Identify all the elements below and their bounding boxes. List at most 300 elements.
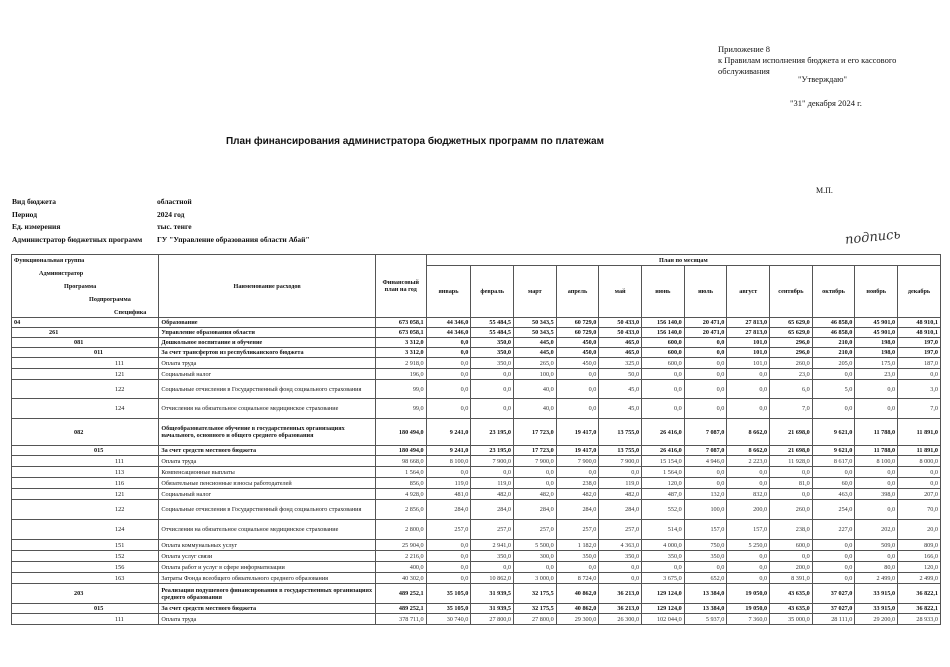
month-value: 600,0 [642,358,685,369]
month-value: 36 213,0 [599,604,642,614]
month-value: 45,0 [599,399,642,419]
month-value: 0,0 [812,467,855,478]
annual-plan-value: 4 928,0 [375,489,426,500]
month-value: 450,0 [556,338,599,348]
month-header: февраль [471,266,514,318]
meta-value: областной [157,197,192,206]
month-value: 50 343,5 [514,318,557,328]
annual-plan-value: 180 494,0 [375,419,426,446]
month-value: 0,0 [556,467,599,478]
classification-code: 111 [12,456,159,467]
month-value: 260,0 [770,358,813,369]
month-value: 19 417,0 [556,419,599,446]
month-value: 0,0 [426,573,471,584]
month-value: 156 140,0 [642,328,685,338]
month-value: 0,0 [426,348,471,358]
month-value: 8 662,0 [727,419,770,446]
month-value: 50,0 [599,369,642,380]
month-value: 44 346,0 [426,318,471,328]
month-value: 19 417,0 [556,446,599,456]
expense-name: Отчисления на обязательное социальное медицинское страхование [159,399,375,419]
month-value: 100,0 [684,500,727,520]
month-value: 101,0 [727,338,770,348]
month-value: 0,0 [812,573,855,584]
month-value: 13 755,0 [599,446,642,456]
month-value: 7 360,0 [727,614,770,625]
month-value: 0,0 [426,540,471,551]
classification-code: 203 [12,584,159,604]
month-value: 0,0 [727,562,770,573]
annual-plan-value: 378 711,0 [375,614,426,625]
table-row [12,500,941,520]
table-row [12,614,941,625]
month-value: 43 635,0 [770,584,813,604]
month-value: 36 822,1 [898,584,941,604]
classification-code: 111 [12,614,159,625]
month-value: 29 300,0 [556,614,599,625]
month-value: 198,0 [855,338,898,348]
expense-name: Социальные отчисления в Государственный фонд социального страхования [159,500,375,520]
month-value: 0,0 [812,551,855,562]
annual-plan-header: Финансовый план на год [375,255,426,318]
month-value: 0,0 [599,573,642,584]
month-value: 11 788,0 [855,446,898,456]
month-value: 23 195,0 [471,446,514,456]
month-value: 11 891,0 [898,419,941,446]
month-value: 8 000,0 [898,456,941,467]
month-value: 60,0 [812,478,855,489]
month-value: 0,0 [898,478,941,489]
month-value: 0,0 [898,467,941,478]
month-value: 0,0 [471,369,514,380]
appendix-line-1: Приложение 8 [718,44,770,54]
classification-code: 04 [12,318,159,328]
month-value: 398,0 [855,489,898,500]
classification-code: 152 [12,551,159,562]
meta-value: ГУ "Управление образования области Абай" [157,234,310,244]
annual-plan-value: 98 668,0 [375,456,426,467]
month-value: 284,0 [514,500,557,520]
classification-code: 116 [12,478,159,489]
month-value: 482,0 [599,489,642,500]
month-value: 0,0 [812,540,855,551]
month-value: 4 363,0 [599,540,642,551]
annual-plan-value: 489 252,1 [375,604,426,614]
table-row [12,358,941,369]
meta-label: Администратор бюджетных программ [12,234,143,244]
month-value: 450,0 [556,358,599,369]
month-value: 0,0 [556,369,599,380]
month-value: 1 182,0 [556,540,599,551]
month-value: 35 105,0 [426,604,471,614]
expense-name: За счет средств местного бюджета [159,446,375,456]
classification-code: 121 [12,489,159,500]
month-value: 5 500,0 [514,540,557,551]
month-value: 101,0 [727,348,770,358]
expense-name: Социальные отчисления в Государственный фонд социального страхования [159,380,375,399]
month-value: 3 675,0 [642,573,685,584]
month-value: 1 564,0 [642,467,685,478]
month-value: 19 050,0 [727,584,770,604]
month-value: 13 755,0 [599,419,642,446]
appendix-block [718,44,918,108]
month-value: 0,0 [471,399,514,419]
table-row [12,467,941,478]
page-title: План финансирования администратора бюджетных программ по платежам [225,136,605,147]
month-value: 45,0 [599,380,642,399]
month-value: 2 223,0 [727,456,770,467]
month-value: 257,0 [471,520,514,540]
month-value: 257,0 [426,520,471,540]
month-value: 60 729,0 [556,318,599,328]
month-value: 296,0 [770,348,813,358]
month-value: 17 723,0 [514,419,557,446]
month-value: 0,0 [642,380,685,399]
annual-plan-value: 400,0 [375,562,426,573]
month-value: 296,0 [770,338,813,348]
expense-name: Оплата коммунальных услуг [159,540,375,551]
month-value: 260,0 [770,500,813,520]
month-header: март [514,266,557,318]
month-value: 46 858,0 [812,328,855,338]
classification-code: 081 [12,338,159,348]
month-value: 50 343,5 [514,328,557,338]
month-value: 44 346,0 [426,328,471,338]
annual-plan-value: 25 904,0 [375,540,426,551]
month-value: 600,0 [642,338,685,348]
month-value: 21 698,0 [770,419,813,446]
month-value: 0,0 [684,380,727,399]
expense-name: За счет средств местного бюджета [159,604,375,614]
month-value: 210,0 [812,348,855,358]
month-value: 350,0 [471,358,514,369]
name-header: Наименование расходов [159,255,375,318]
month-value: 254,0 [812,500,855,520]
hierarchy-label: Функциональная группа [14,257,85,264]
month-value: 5,0 [812,380,855,399]
month-value: 0,0 [812,369,855,380]
month-value: 0,0 [684,467,727,478]
expense-name: Оплата труда [159,456,375,467]
meta-label: Вид бюджета [12,197,57,206]
month-value: 100,0 [514,369,557,380]
classification-code: 261 [12,328,159,338]
month-value: 0,0 [684,478,727,489]
month-value: 197,0 [898,338,941,348]
month-value: 350,0 [642,551,685,562]
month-value: 20,0 [898,520,941,540]
month-value: 2 499,0 [898,573,941,584]
month-value: 0,0 [556,399,599,419]
month-header: июнь [642,266,685,318]
month-value: 119,0 [599,478,642,489]
month-value: 65 629,0 [770,318,813,328]
month-value: 0,0 [727,369,770,380]
month-value: 465,0 [599,348,642,358]
approved-label: "Утверждаю" [798,74,847,84]
month-value: 200,0 [770,562,813,573]
month-value: 166,0 [898,551,941,562]
table-row [12,562,941,573]
month-value: 0,0 [770,467,813,478]
month-value: 552,0 [642,500,685,520]
month-value: 325,0 [599,358,642,369]
classification-code: 121 [12,369,159,380]
month-value: 0,0 [556,562,599,573]
annual-plan-value: 40 302,0 [375,573,426,584]
month-header: июль [684,266,727,318]
month-value: 11 928,0 [770,456,813,467]
month-value: 0,0 [426,551,471,562]
month-value: 7 900,0 [471,456,514,467]
month-value: 48 910,1 [898,328,941,338]
month-value: 0,0 [727,467,770,478]
month-value: 350,0 [471,551,514,562]
month-value: 120,0 [642,478,685,489]
month-value: 284,0 [599,500,642,520]
month-value: 481,0 [426,489,471,500]
month-header: октябрь [812,266,855,318]
classification-code: 163 [12,573,159,584]
month-value: 2 941,0 [471,540,514,551]
month-value: 13 384,0 [684,584,727,604]
month-value: 50 433,0 [599,328,642,338]
month-value: 119,0 [426,478,471,489]
month-value: 207,0 [898,489,941,500]
month-value: 832,0 [727,489,770,500]
annual-plan-value: 2 918,0 [375,358,426,369]
month-value: 197,0 [898,348,941,358]
month-value: 350,0 [471,338,514,348]
month-value: 8 100,0 [855,456,898,467]
expense-name: Дошкольное воспитание и обучение [159,338,375,348]
month-value: 0,0 [426,380,471,399]
month-value: 30 740,0 [426,614,471,625]
month-value: 40 862,0 [556,584,599,604]
month-value: 350,0 [599,551,642,562]
month-value: 157,0 [727,520,770,540]
month-value: 102 044,0 [642,614,685,625]
table-row [12,604,941,614]
month-value: 509,0 [855,540,898,551]
month-value: 0,0 [727,399,770,419]
month-value: 23 195,0 [471,419,514,446]
month-value: 23,0 [770,369,813,380]
table-row [12,446,941,456]
month-value: 45 901,0 [855,318,898,328]
month-value: 2 499,0 [855,573,898,584]
classification-code: 111 [12,358,159,369]
month-value: 9 621,0 [812,419,855,446]
month-value: 80,0 [855,562,898,573]
month-value: 27 813,0 [727,318,770,328]
month-value: 35 105,0 [426,584,471,604]
month-value: 65 629,0 [770,328,813,338]
table-row [12,540,941,551]
month-value: 55 484,5 [471,318,514,328]
month-value: 200,0 [727,500,770,520]
expense-name: Образование [159,318,375,328]
month-value: 227,0 [812,520,855,540]
table-row [12,369,941,380]
table-row [12,489,941,500]
expense-name: Обязательные пенсионные взносы работодателей [159,478,375,489]
month-value: 26 300,0 [599,614,642,625]
annual-plan-value: 489 252,1 [375,584,426,604]
month-value: 27 813,0 [727,328,770,338]
month-header: август [727,266,770,318]
month-value: 257,0 [599,520,642,540]
month-value: 31 939,5 [471,604,514,614]
classification-code: 122 [12,380,159,399]
month-value: 7 087,0 [684,419,727,446]
month-value: 0,0 [898,369,941,380]
month-value: 750,0 [684,540,727,551]
month-value: 0,0 [684,338,727,348]
month-value: 0,0 [684,348,727,358]
table-row [12,419,941,446]
month-value: 445,0 [514,348,557,358]
month-value: 31 939,5 [471,584,514,604]
appendix-line-2: к Правилам исполнения бюджета и его кассового обслуживания [718,55,897,76]
month-value: 40,0 [514,399,557,419]
month-value: 482,0 [514,489,557,500]
table-row [12,520,941,540]
month-value: 0,0 [727,380,770,399]
annual-plan-value: 673 058,1 [375,328,426,338]
month-value: 129 124,0 [642,604,685,614]
month-value: 9 621,0 [812,446,855,456]
annual-plan-value: 2 800,0 [375,520,426,540]
hierarchy-label: Специфика [114,309,147,316]
month-value: 463,0 [812,489,855,500]
month-header: апрель [556,266,599,318]
month-value: 120,0 [898,562,941,573]
month-value: 19 050,0 [727,604,770,614]
table-row [12,328,941,338]
annual-plan-value: 3 312,0 [375,348,426,358]
month-value: 36 822,1 [898,604,941,614]
expense-name: Общеобразовательное обучение в государственных организациях начального, основного и общего среднего образования [159,419,375,446]
annual-plan-value: 673 058,1 [375,318,426,328]
month-value: 40 862,0 [556,604,599,614]
month-value: 35 000,0 [770,614,813,625]
table-row [12,456,941,467]
month-value: 81,0 [770,478,813,489]
month-value: 0,0 [684,369,727,380]
month-value: 32 175,5 [514,584,557,604]
month-value: 20 471,0 [684,328,727,338]
month-value: 20 471,0 [684,318,727,328]
month-value: 210,0 [812,338,855,348]
month-value: 0,0 [514,562,557,573]
month-value: 284,0 [426,500,471,520]
month-value: 11 788,0 [855,419,898,446]
month-header: январь [426,266,471,318]
month-value: 0,0 [770,489,813,500]
month-value: 43 635,0 [770,604,813,614]
month-value: 7 900,0 [514,456,557,467]
expense-name: Компенсационные выплаты [159,467,375,478]
month-value: 482,0 [556,489,599,500]
meta-value: тыс. тенге [157,222,192,231]
month-value: 0,0 [471,562,514,573]
table-row [12,584,941,604]
month-value: 0,0 [727,573,770,584]
month-value: 27 800,0 [471,614,514,625]
month-value: 40,0 [514,380,557,399]
month-value: 0,0 [599,467,642,478]
classification-code: 124 [12,399,159,419]
meta-value: 2024 год [157,209,185,219]
month-value: 257,0 [514,520,557,540]
month-value: 238,0 [556,478,599,489]
month-value: 32 175,5 [514,604,557,614]
month-value: 4 000,0 [642,540,685,551]
month-value: 482,0 [471,489,514,500]
month-value: 129 124,0 [642,584,685,604]
expense-name: Оплата работ и услуг в сфере информатизации [159,562,375,573]
month-value: 0,0 [471,380,514,399]
month-value: 0,0 [471,467,514,478]
month-value: 8 617,0 [812,456,855,467]
month-value: 265,0 [514,358,557,369]
month-value: 46 858,0 [812,318,855,328]
classification-code: 124 [12,520,159,540]
month-value: 0,0 [684,358,727,369]
month-value: 445,0 [514,338,557,348]
month-value: 33 915,0 [855,584,898,604]
month-value: 55 484,5 [471,328,514,338]
month-value: 0,0 [812,562,855,573]
month-value: 0,0 [727,478,770,489]
month-value: 0,0 [855,467,898,478]
month-header: май [599,266,642,318]
handwritten-signature: подпись [844,227,902,248]
month-value: 27 800,0 [514,614,557,625]
expense-name: Затраты Фонда всеобщего обязательного среднего образования [159,573,375,584]
hierarchy-header [12,255,159,318]
month-value: 0,0 [426,399,471,419]
month-value: 0,0 [684,562,727,573]
month-value: 4 946,0 [684,456,727,467]
month-value: 60 729,0 [556,328,599,338]
approval-date: "31" декабря 2024 г. [790,98,862,108]
month-value: 0,0 [426,562,471,573]
annual-plan-value: 2 856,0 [375,500,426,520]
month-value: 0,0 [770,551,813,562]
month-value: 26 416,0 [642,446,685,456]
month-value: 0,0 [426,358,471,369]
month-value: 0,0 [642,369,685,380]
month-value: 600,0 [770,540,813,551]
classification-code: 011 [12,348,159,358]
month-value: 45 901,0 [855,328,898,338]
month-value: 809,0 [898,540,941,551]
months-header: План по месяцам [426,255,940,266]
annual-plan-value: 99,0 [375,399,426,419]
classification-code: 015 [12,604,159,614]
month-value: 175,0 [855,358,898,369]
month-value: 119,0 [471,478,514,489]
table-row [12,551,941,562]
meta-label: Ед. измерения [12,222,61,231]
month-value: 37 027,0 [812,584,855,604]
month-value: 465,0 [599,338,642,348]
month-value: 8 724,0 [556,573,599,584]
month-value: 23,0 [855,369,898,380]
month-value: 198,0 [855,348,898,358]
